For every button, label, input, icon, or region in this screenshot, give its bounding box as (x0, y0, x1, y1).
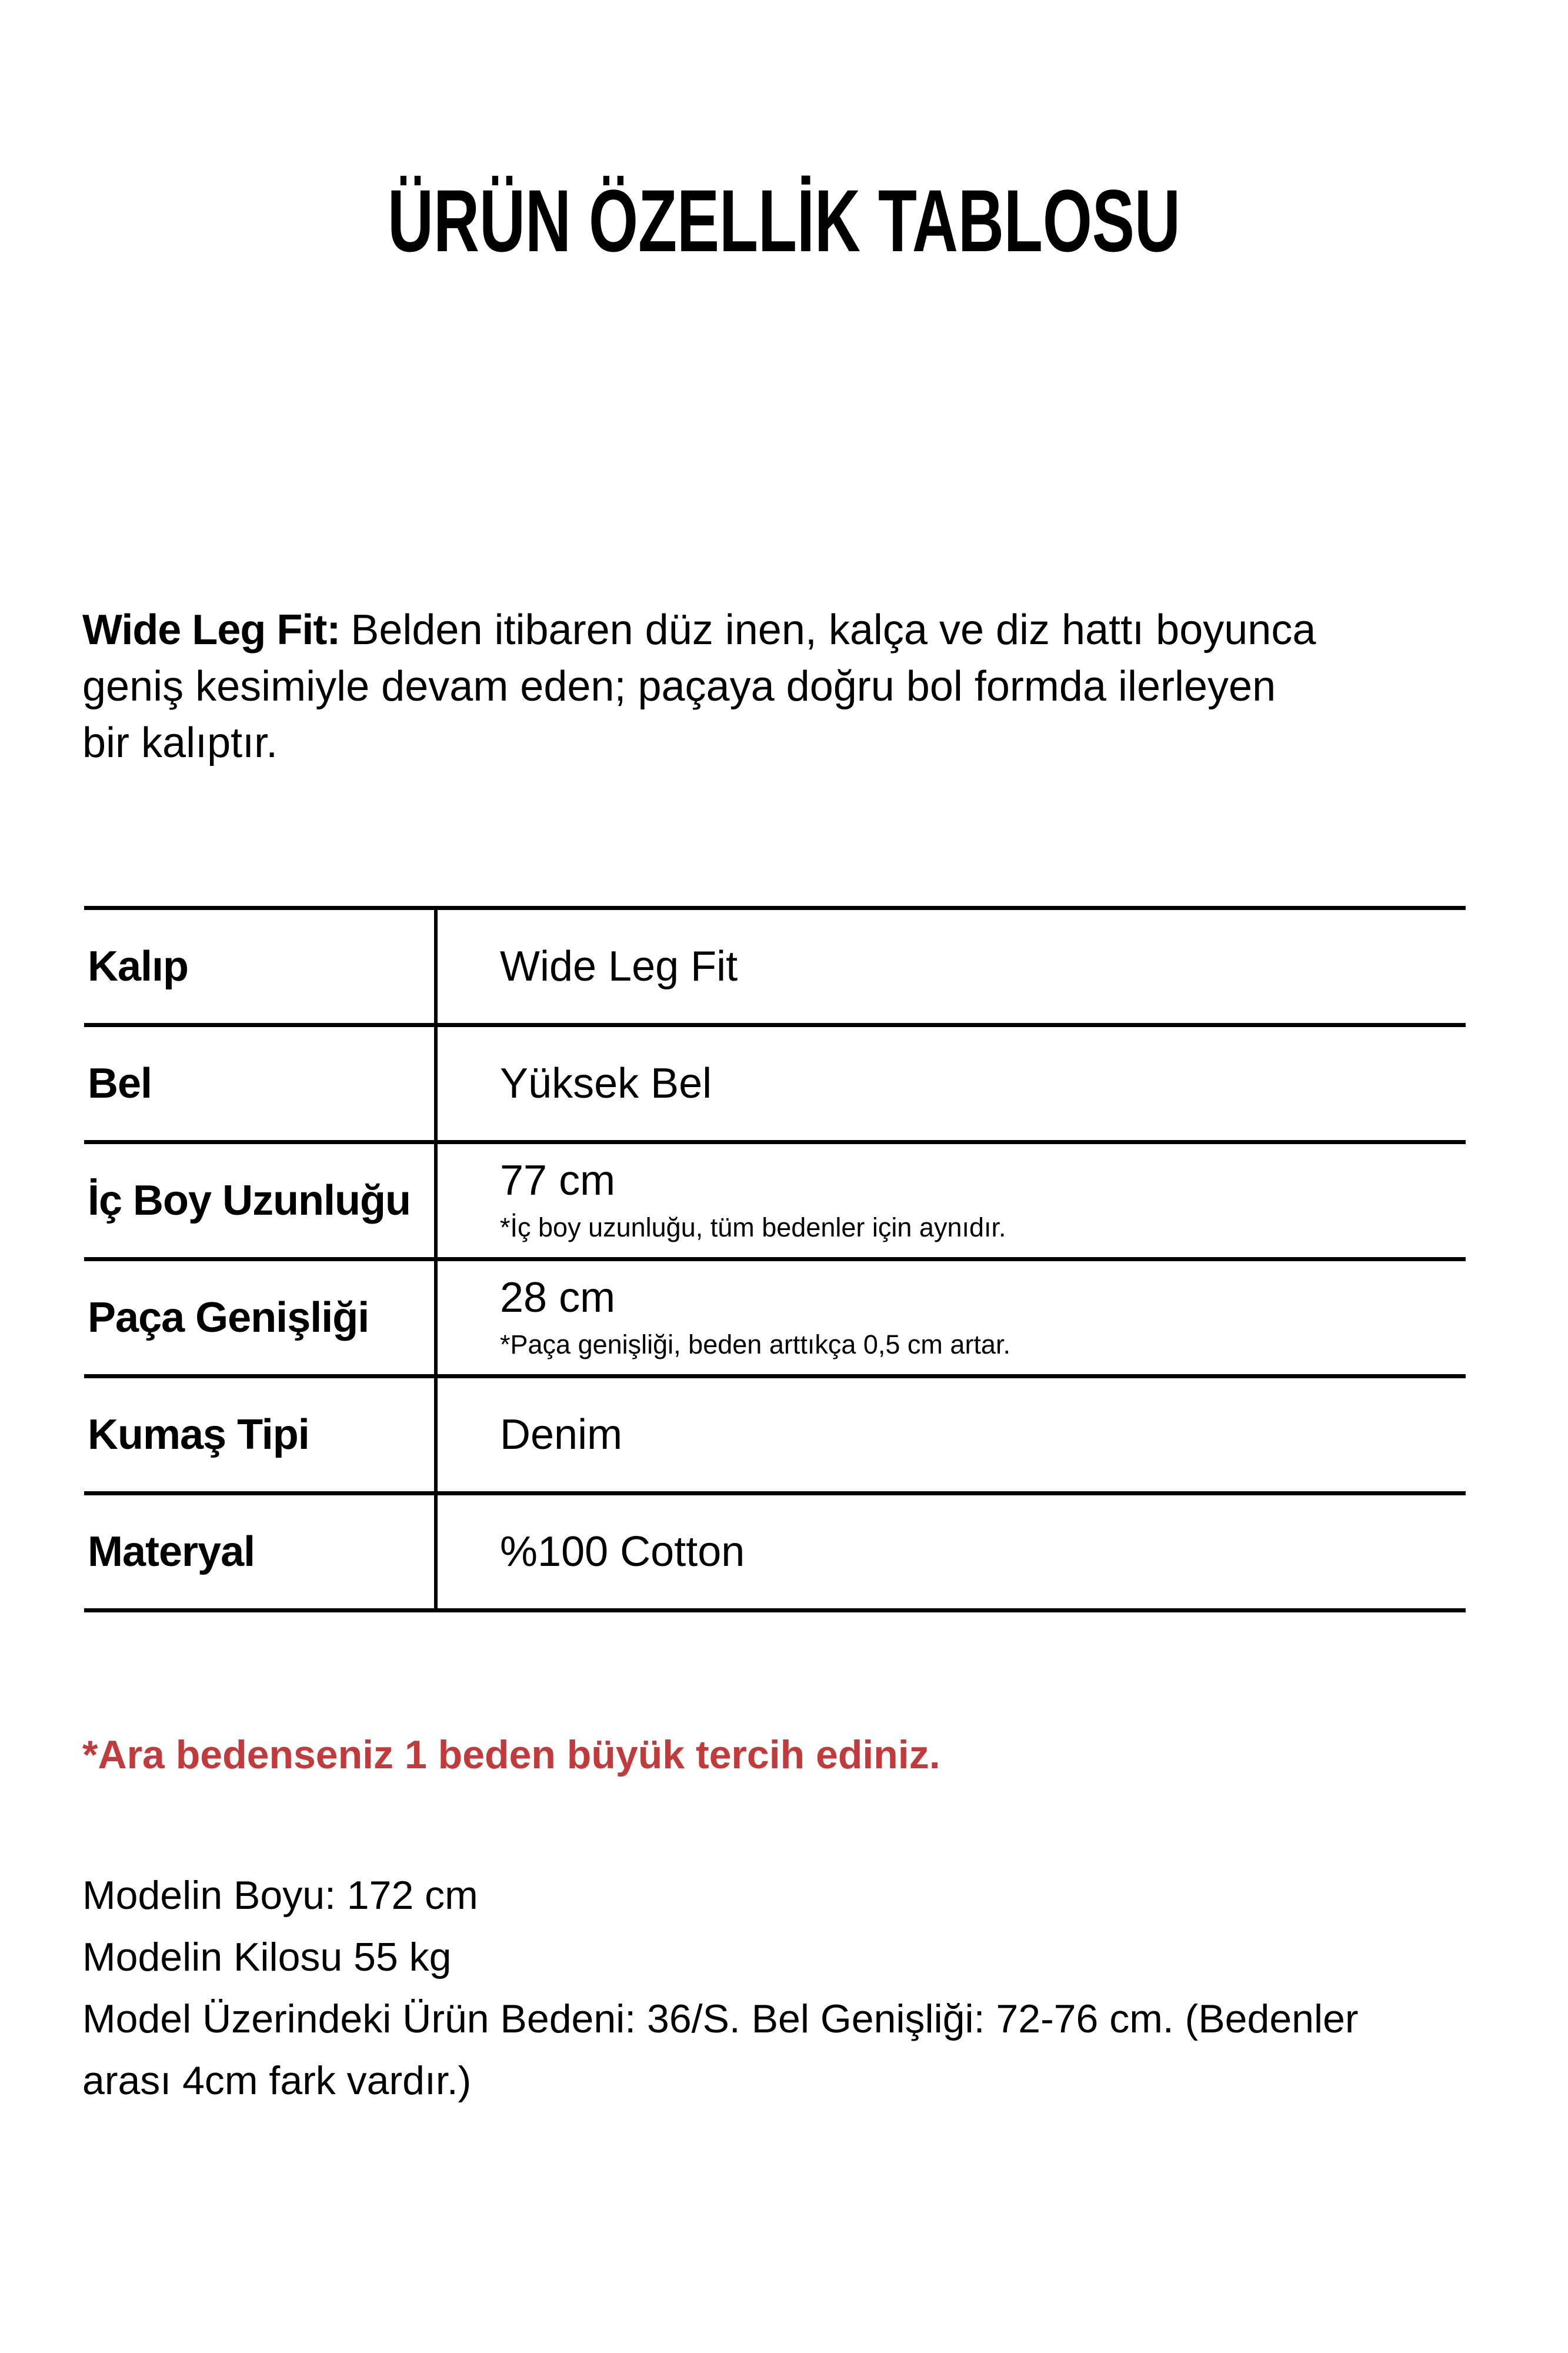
row-value: Wide Leg Fit (500, 943, 738, 990)
intro-paragraph (82, 602, 1316, 771)
table-row (84, 910, 1466, 1027)
row-value: 77 cm (500, 1157, 616, 1204)
row-value: Denim (500, 1411, 623, 1458)
intro-line: bir kalıptır. (82, 719, 278, 766)
size-warning: *Ara bedenseniz 1 beden büyük tercih ediniz. (82, 1732, 940, 1777)
table-row (84, 1495, 1466, 1612)
row-note: *Paça genişliği, beden arttıkça 0,5 cm artar. (500, 1329, 1010, 1359)
model-info (82, 1865, 1359, 2112)
page-title: ÜRÜN ÖZELLİK TABLOSU (388, 171, 1180, 270)
model-info-line: Modelin Boyu: 172 cm (82, 1873, 478, 1918)
table-row (84, 1261, 1466, 1378)
intro-line (82, 602, 1316, 658)
model-info-line: Modelin Kilosu 55 kg (82, 1935, 452, 1979)
row-label: Kumaş Tipi (84, 1378, 438, 1491)
row-label: Kalıp (84, 910, 438, 1023)
row-value-cell (438, 1261, 1466, 1374)
row-value: %100 Cotton (500, 1528, 745, 1575)
model-info-line: Model Üzerindeki Ürün Bedeni: 36/S. Bel Genişliği: 72-76 cm. (Bedenler (82, 1997, 1359, 2041)
row-value: 28 cm (500, 1274, 616, 1321)
table-row (84, 1027, 1466, 1144)
table-row (84, 1144, 1466, 1261)
row-label: Paça Genişliği (84, 1261, 438, 1374)
row-value-cell (438, 910, 1466, 1023)
row-label: Bel (84, 1027, 438, 1140)
fit-name-bold: Wide Leg Fit: (82, 606, 341, 654)
row-value-cell (438, 1144, 1466, 1257)
model-info-line: arası 4cm fark vardır.) (82, 2058, 472, 2103)
intro-line: geniş kesimiyle devam eden; paçaya doğru bol formda ilerleyen (82, 663, 1276, 710)
row-note: *İç boy uzunluğu, tüm bedenler için aynıdır. (500, 1212, 1006, 1242)
spec-table (84, 906, 1466, 1612)
row-value: Yüksek Bel (500, 1060, 712, 1107)
intro-line1-text: Belden itibaren düz inen, kalça ve diz hattı boyunca (351, 606, 1316, 654)
row-value-cell (438, 1378, 1466, 1491)
row-value-cell (438, 1027, 1466, 1140)
table-row (84, 1378, 1466, 1495)
row-value-cell (438, 1495, 1466, 1608)
row-label: İç Boy Uzunluğu (84, 1144, 438, 1257)
row-label: Materyal (84, 1495, 438, 1608)
